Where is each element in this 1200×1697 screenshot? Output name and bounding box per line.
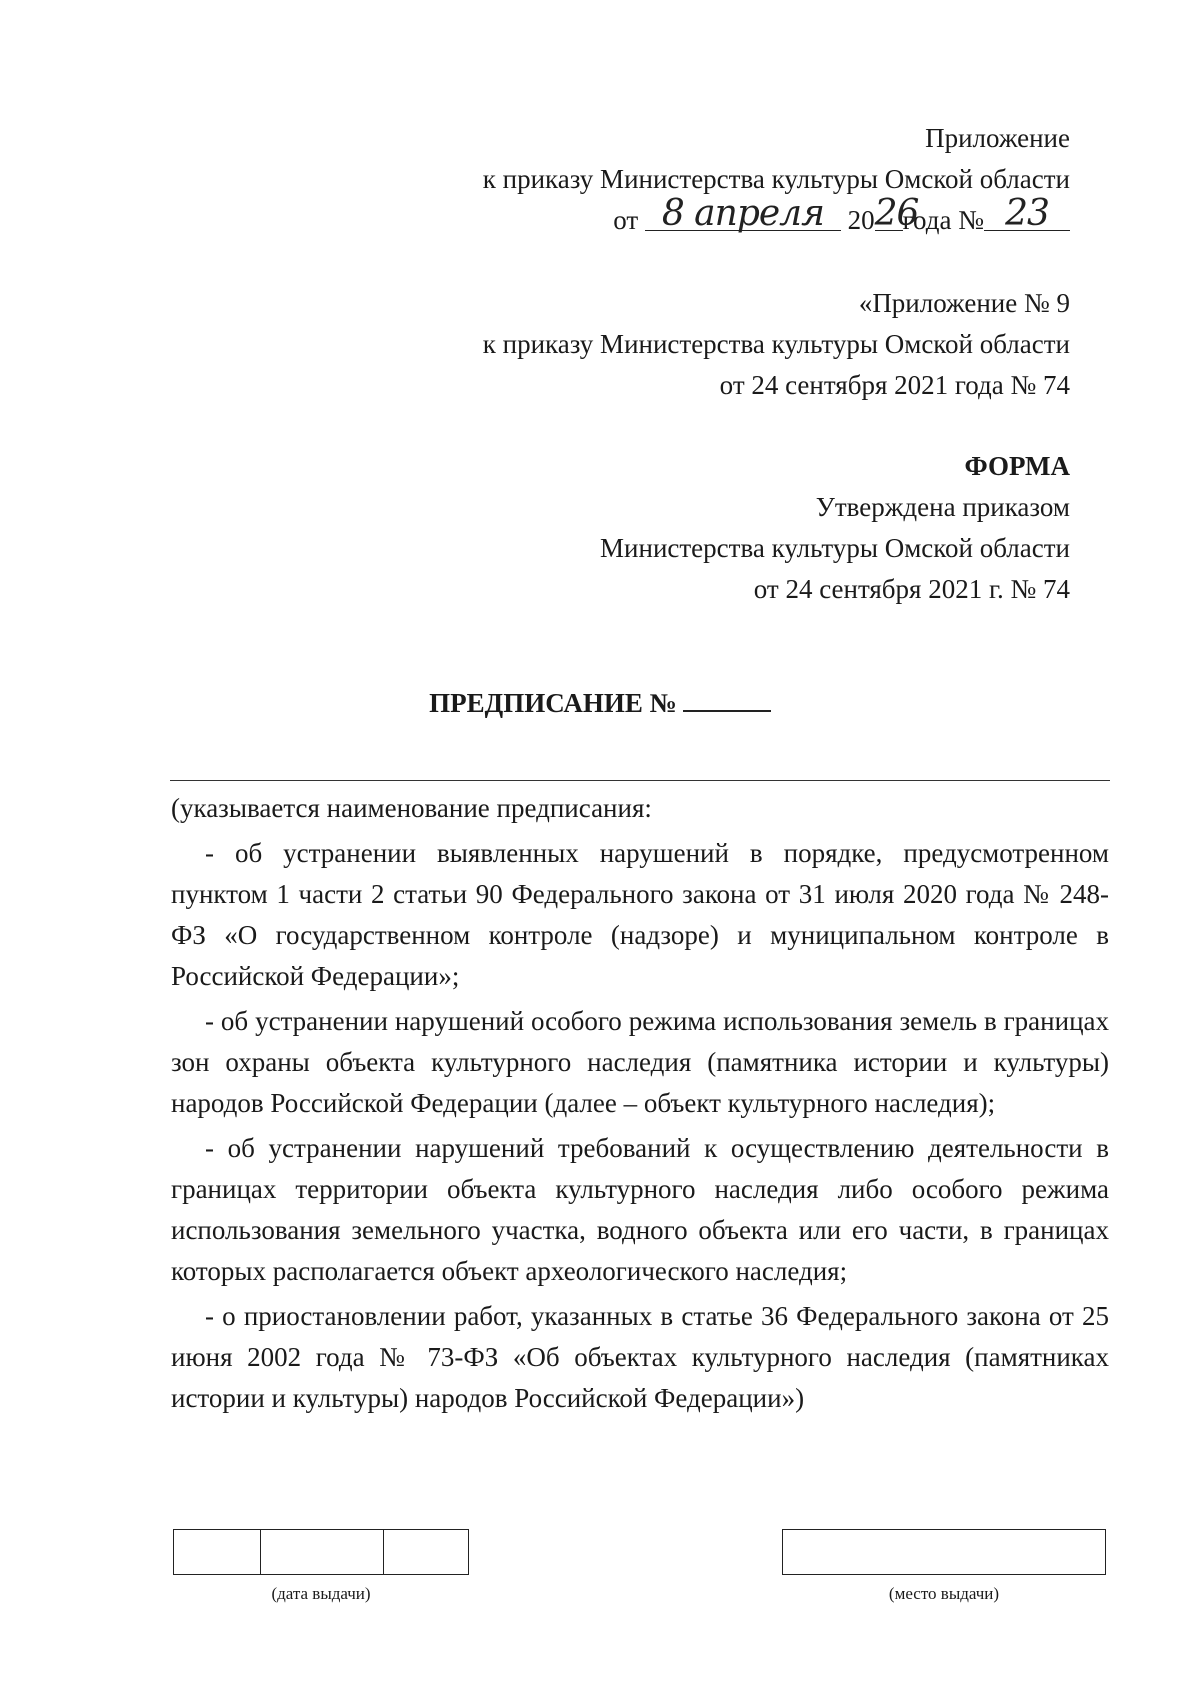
document-title-text: ПРЕДПИСАНИЕ №: [429, 688, 677, 718]
appendix-label: Приложение: [925, 123, 1070, 153]
body-item-2: - об устранении нарушений особого режима использования земель в границах зон охраны объекта культурного наследия (памятника истории и культуры) народов Российской Федерации (далее – объект культурного наследия);: [171, 1006, 1109, 1118]
form-block: [600, 446, 1070, 610]
form-label: ФОРМА: [964, 451, 1070, 481]
year-suffix: года №: [902, 205, 984, 235]
approved-line: Утверждена приказом: [815, 492, 1070, 522]
number-blank: [984, 193, 1070, 234]
year-blank: [874, 193, 919, 234]
previous-date-line: от 24 сентября 2021 года № 74: [719, 370, 1070, 400]
body-intro: (указывается наименование предписания:: [171, 793, 652, 823]
date-field-boxes[interactable]: [173, 1529, 469, 1575]
handwritten-year: 26: [874, 193, 919, 234]
previous-appendix-block: [483, 283, 1070, 406]
body-text: [171, 788, 1109, 1419]
header-block: [483, 118, 1070, 241]
document-title: [0, 686, 1200, 719]
date-blank: [645, 193, 841, 234]
date-caption: (дата выдачи): [271, 1584, 371, 1603]
order-line: к приказу Министерства культуры Омской области: [482, 164, 1070, 194]
ministry-line: Министерства культуры Омской области: [600, 533, 1070, 563]
handwritten-date: 8 апреля: [661, 193, 824, 234]
place-field-box[interactable]: [782, 1529, 1106, 1575]
handwritten-number: 23: [1005, 193, 1049, 234]
year-prefix: 20: [847, 205, 875, 235]
title-number-blank: [683, 686, 771, 712]
order-date-line: [483, 193, 1070, 241]
date-year-box[interactable]: [384, 1530, 468, 1574]
body-item-1: - об устранении выявленных нарушений в порядке, предусмотренном пунктом 1 части 2 статьи 90 Федерального закона от 31 июля 2020 года № 248-ФЗ «О государственном контроле (надзоре) и муниципальном контроле в Российской Федерации»;: [171, 838, 1109, 991]
form-date-line: от 24 сентября 2021 г. № 74: [753, 574, 1070, 604]
date-month-box[interactable]: [261, 1530, 384, 1574]
previous-order-line: к приказу Министерства культуры Омской области: [482, 329, 1070, 359]
date-day-box[interactable]: [174, 1530, 261, 1574]
body-item-4: - о приостановлении работ, указанных в статье 36 Федерального закона от 25 июня 2002 года № 73-ФЗ «Об объектах культурного наследия (памятниках истории и культуры) народов Российской Федерации»): [171, 1301, 1109, 1413]
date-prefix: от: [613, 205, 639, 235]
body-item-3: - об устранении нарушений требований к осуществлению деятельности в границах территории объекта культурного наследия либо особого режима использования земельного участка, водного объекта или его части, в границах которых располагается объект археологического наследия;: [171, 1133, 1109, 1286]
previous-appendix-title: «Приложение № 9: [858, 288, 1070, 318]
name-fill-line: [170, 780, 1110, 781]
place-caption: (место выдачи): [888, 1584, 1000, 1603]
